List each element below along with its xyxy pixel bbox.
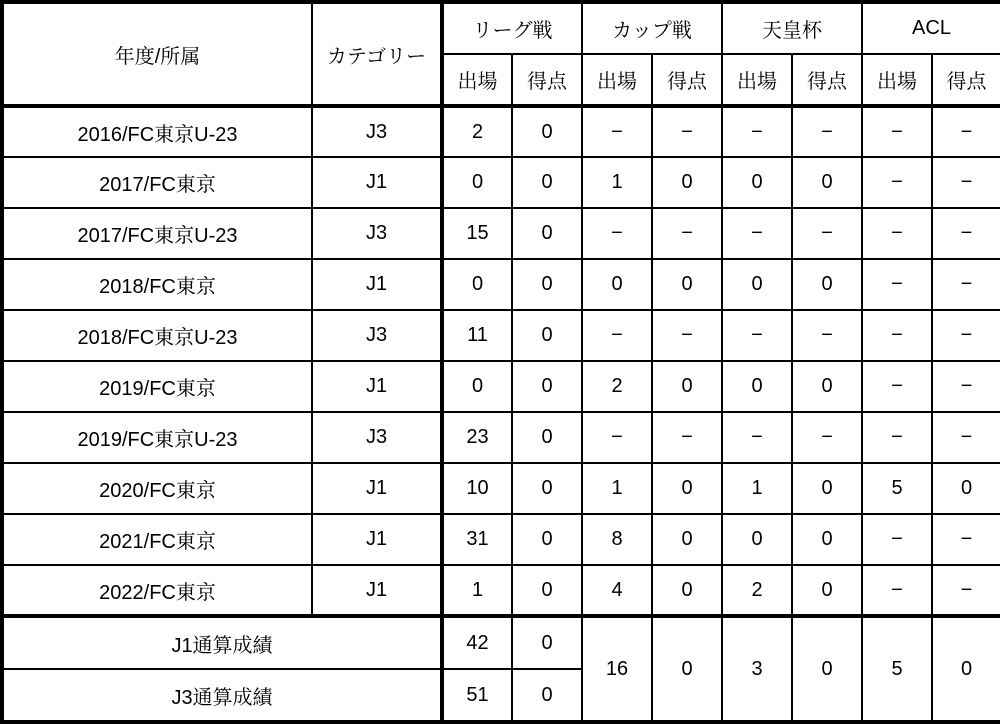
stat-cell: 0 [512, 259, 582, 310]
stat-cell: 0 [722, 514, 792, 565]
stat-cell: 0 [722, 361, 792, 412]
stat-cell: 0 [512, 514, 582, 565]
header-group-acl: ACL [862, 2, 1000, 54]
stat-cell: − [722, 208, 792, 259]
stat-cell: 0 [792, 361, 862, 412]
stat-cell: − [652, 412, 722, 463]
header-sub-goals: 得点 [792, 54, 862, 106]
stat-cell: 0 [932, 463, 1000, 514]
stat-cell: 0 [792, 463, 862, 514]
season-cell: 2021/FC東京 [2, 514, 312, 565]
stat-cell: − [932, 361, 1000, 412]
stat-cell: 1 [582, 463, 652, 514]
season-cell: 2017/FC東京 [2, 157, 312, 208]
stat-cell: 2 [582, 361, 652, 412]
header-sub-appearances: 出場 [722, 54, 792, 106]
summary-label: J3通算成績 [2, 669, 442, 722]
header-group-row [2, 2, 1000, 54]
stat-cell: 0 [722, 157, 792, 208]
stat-cell: 0 [652, 565, 722, 616]
stat-cell: 4 [582, 565, 652, 616]
season-cell: 2017/FC東京U-23 [2, 208, 312, 259]
stat-cell: − [792, 412, 862, 463]
stat-cell: 0 [512, 412, 582, 463]
table-row [2, 412, 1000, 463]
category-cell: J1 [312, 361, 442, 412]
header-group-emperors-cup: 天皇杯 [722, 2, 862, 54]
stat-cell: 0 [792, 259, 862, 310]
stat-cell: 0 [512, 361, 582, 412]
table-row [2, 565, 1000, 616]
header-sub-goals: 得点 [512, 54, 582, 106]
stat-cell: 0 [652, 157, 722, 208]
stat-cell: − [652, 208, 722, 259]
stat-cell: 0 [512, 106, 582, 157]
stat-cell: 1 [442, 565, 512, 616]
header-group-league: リーグ戦 [442, 2, 582, 54]
summary-stat-cell: 3 [722, 616, 792, 722]
season-cell: 2022/FC東京 [2, 565, 312, 616]
stat-cell: − [862, 259, 932, 310]
table-row [2, 106, 1000, 157]
stat-cell: − [932, 259, 1000, 310]
stat-cell: − [932, 208, 1000, 259]
stat-cell: − [582, 208, 652, 259]
stat-cell: − [722, 106, 792, 157]
stat-cell: − [582, 310, 652, 361]
stat-cell: − [792, 106, 862, 157]
header-sub-appearances: 出場 [862, 54, 932, 106]
stat-cell: 0 [722, 259, 792, 310]
category-cell: J1 [312, 157, 442, 208]
summary-stat-cell: 0 [792, 616, 862, 722]
table-body [2, 106, 1000, 722]
header-sub-appearances: 出場 [442, 54, 512, 106]
summary-stat-cell: 0 [512, 616, 582, 669]
stat-cell: 8 [582, 514, 652, 565]
summary-stat-cell: 5 [862, 616, 932, 722]
summary-stat-cell: 0 [932, 616, 1000, 722]
season-cell: 2016/FC東京U-23 [2, 106, 312, 157]
summary-stat-cell: 16 [582, 616, 652, 722]
stat-cell: 0 [442, 259, 512, 310]
table-row [2, 208, 1000, 259]
table-row [2, 310, 1000, 361]
season-cell: 2018/FC東京 [2, 259, 312, 310]
summary-stat-cell: 0 [652, 616, 722, 722]
stat-cell: 0 [512, 208, 582, 259]
summary-stat-cell: 51 [442, 669, 512, 722]
stat-cell: − [932, 310, 1000, 361]
stat-cell: − [582, 106, 652, 157]
stat-cell: − [932, 157, 1000, 208]
stat-cell: 0 [652, 259, 722, 310]
category-cell: J3 [312, 208, 442, 259]
stat-cell: − [862, 157, 932, 208]
stat-cell: − [792, 310, 862, 361]
summary-row [2, 616, 1000, 669]
category-cell: J1 [312, 514, 442, 565]
stat-cell: − [722, 310, 792, 361]
stat-cell: 0 [442, 157, 512, 208]
stat-cell: 1 [722, 463, 792, 514]
stat-cell: 15 [442, 208, 512, 259]
header-sub-goals: 得点 [652, 54, 722, 106]
stat-cell: 10 [442, 463, 512, 514]
stat-cell: − [932, 412, 1000, 463]
category-cell: J1 [312, 565, 442, 616]
stat-cell: − [652, 106, 722, 157]
header-sub-goals: 得点 [932, 54, 1000, 106]
stat-cell: 2 [722, 565, 792, 616]
stat-cell: − [792, 208, 862, 259]
season-cell: 2018/FC東京U-23 [2, 310, 312, 361]
header-sub-appearances: 出場 [582, 54, 652, 106]
stat-cell: − [932, 514, 1000, 565]
stat-cell: − [722, 412, 792, 463]
stat-cell: − [862, 412, 932, 463]
summary-stat-cell: 0 [512, 669, 582, 722]
stat-cell: 0 [652, 463, 722, 514]
stat-cell: 0 [512, 157, 582, 208]
stat-cell: 11 [442, 310, 512, 361]
season-cell: 2019/FC東京U-23 [2, 412, 312, 463]
stat-cell: 0 [792, 565, 862, 616]
header-group-cup: カップ戦 [582, 2, 722, 54]
table-row [2, 514, 1000, 565]
stat-cell: 23 [442, 412, 512, 463]
stat-cell: − [862, 208, 932, 259]
stat-cell: − [932, 565, 1000, 616]
table-row [2, 463, 1000, 514]
stat-cell: − [862, 310, 932, 361]
stat-cell: 0 [442, 361, 512, 412]
stat-cell: − [862, 565, 932, 616]
stat-cell: 1 [582, 157, 652, 208]
table-header [2, 2, 1000, 106]
stat-cell: 0 [512, 310, 582, 361]
stat-cell: − [862, 514, 932, 565]
stat-cell: 5 [862, 463, 932, 514]
stat-cell: 0 [652, 361, 722, 412]
season-cell: 2019/FC東京 [2, 361, 312, 412]
table-row [2, 157, 1000, 208]
stat-cell: − [862, 106, 932, 157]
stat-cell: 0 [652, 514, 722, 565]
stat-cell: 2 [442, 106, 512, 157]
header-category: カテゴリー [312, 2, 442, 106]
category-cell: J1 [312, 463, 442, 514]
stat-cell: 0 [512, 565, 582, 616]
category-cell: J1 [312, 259, 442, 310]
stat-cell: − [932, 106, 1000, 157]
stat-cell: 0 [792, 157, 862, 208]
stat-cell: 0 [582, 259, 652, 310]
header-season-affiliation: 年度/所属 [2, 2, 312, 106]
stat-cell: − [862, 361, 932, 412]
stat-cell: − [582, 412, 652, 463]
table-row [2, 361, 1000, 412]
season-cell: 2020/FC東京 [2, 463, 312, 514]
stat-cell: 0 [792, 514, 862, 565]
stat-cell: − [652, 310, 722, 361]
stat-cell: 31 [442, 514, 512, 565]
stat-cell: 0 [512, 463, 582, 514]
category-cell: J3 [312, 310, 442, 361]
summary-stat-cell: 42 [442, 616, 512, 669]
summary-label: J1通算成績 [2, 616, 442, 669]
category-cell: J3 [312, 412, 442, 463]
category-cell: J3 [312, 106, 442, 157]
table-row [2, 259, 1000, 310]
